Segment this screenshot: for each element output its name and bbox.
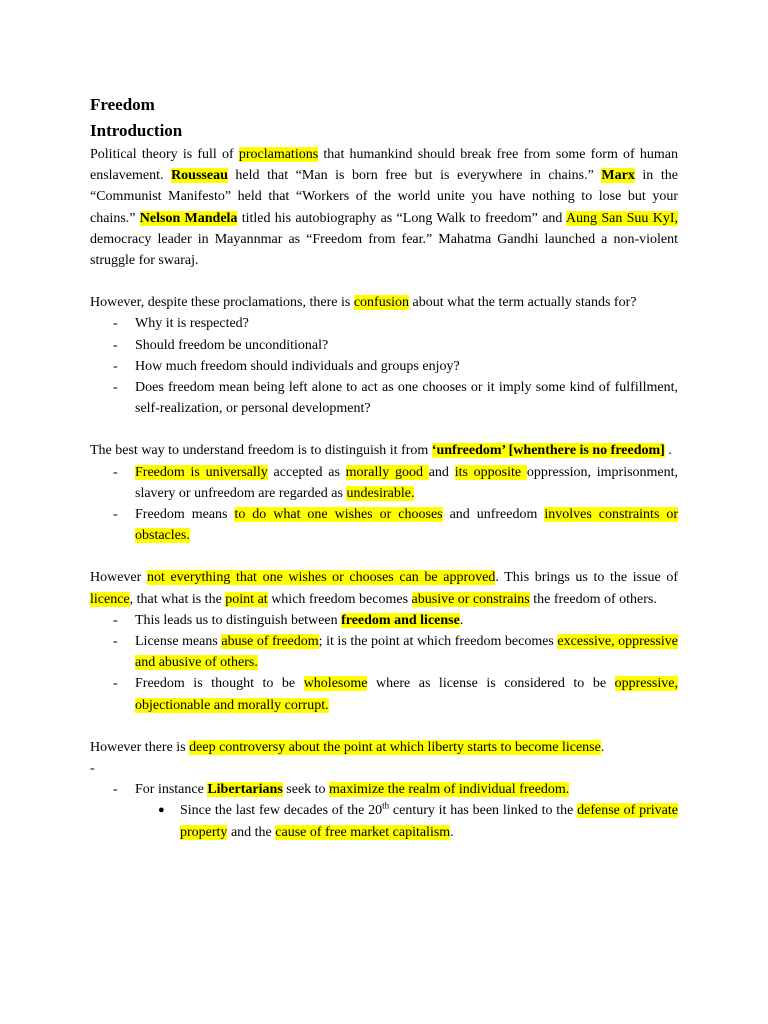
text-run: The best way to understand freedom is to distinguish it from [90, 443, 432, 459]
highlight-abuse-of-freedom: abuse of freedom [221, 634, 319, 650]
list-item: - Does freedom mean being left alone to act as one chooses or it imply some kind of fulfillment, self-realization, or personal development? [90, 377, 678, 419]
text-run: This leads us to distinguish between [135, 612, 342, 628]
highlight-private-property: defense of private property [180, 803, 678, 840]
libertarian-sublist [90, 800, 678, 842]
list-item [90, 779, 678, 800]
text-run: titled his autobiography as “Long Walk to freedom” and [237, 210, 566, 226]
highlight-morally-good: morally good [345, 464, 429, 480]
paragraph-unfreedom [90, 440, 678, 461]
text-run: that humankind should break free from some form of human enslavement. [90, 147, 678, 184]
paragraph-spacer [90, 716, 678, 737]
text-run: where as license is considered to be [367, 676, 615, 692]
text-run: , that what is the [129, 591, 226, 607]
highlight-oppressive: oppressive, objectionable and morally corrupt. [135, 676, 678, 713]
list-item: - Should freedom be unconditional? [90, 335, 678, 356]
highlight-licence: licence [90, 591, 130, 607]
highlight-free-market: cause of free market capitalism [275, 824, 451, 840]
text-run: the freedom of others. [529, 591, 657, 607]
highlight-libertarians: Libertarians [207, 782, 283, 798]
highlight-do-what-one-wishes: to do what one wishes or chooses [234, 507, 443, 523]
paragraph-confusion [90, 292, 678, 313]
text-run: . This brings us to the issue of [495, 570, 678, 586]
text-run: and [428, 464, 455, 480]
text-run: which freedom becomes [267, 591, 412, 607]
highlight-not-everything: not everything that one wishes or chooses can be approved [146, 570, 496, 586]
highlight-wholesome: wholesome [303, 676, 368, 692]
text-run: . [600, 739, 605, 755]
text-run: Freedom is thought to be [135, 676, 304, 692]
section-heading-introduction: Introduction [90, 121, 183, 140]
highlight-constraints: involves constraints or obstacles. [135, 507, 679, 544]
highlight-aung-san-suu-kyi: Aung San Suu KyI, [565, 210, 678, 226]
text-run: However, despite these proclamations, there is [90, 295, 354, 311]
list-item [90, 800, 678, 842]
highlight-point-at: point at [225, 591, 268, 607]
text-run: Political theory is full of [90, 147, 239, 162]
questions-list [90, 313, 678, 419]
libertarian-list [90, 779, 678, 800]
list-item: - How much freedom should individuals and groups enjoy? [90, 356, 678, 377]
highlight-marx: Marx [601, 168, 635, 184]
list-item [90, 462, 678, 504]
text-run: Freedom means [135, 507, 235, 523]
highlight-deep-controversy: deep controversy about the point at which liberty starts to become license [189, 739, 601, 755]
highlight-rousseau: Rousseau [171, 168, 228, 184]
paragraph-proclamations [90, 144, 678, 271]
text-run: However there is [90, 739, 190, 755]
text-run: However [90, 570, 147, 586]
highlight-proclamations: proclamations [238, 147, 319, 162]
highlight-maximize-freedom: maximize the realm of individual freedom. [329, 782, 570, 798]
text-run: For instance [135, 782, 208, 798]
highlight-excessive: excessive, oppressive and abusive of others. [135, 634, 678, 671]
paragraph-licence [90, 567, 678, 609]
text-run: Since the last few decades of the 20 [180, 803, 383, 819]
unfreedom-list [90, 462, 678, 547]
highlight-unfreedom: ‘unfreedom’ [whenthere is no freedom] [431, 443, 665, 459]
text-run: about what the term actually stands for? [409, 295, 637, 311]
list-item [90, 504, 678, 546]
highlight-undesirable: undesirable. [346, 485, 415, 501]
text-run: democracy leader in Mayannmar as “Freedom from fear.” Mahatma Gandhi launched a non-violent struggle for swaraj. [90, 231, 678, 269]
list-item [90, 673, 678, 715]
stray-dash: - [90, 761, 95, 777]
text-run: . [664, 443, 672, 459]
highlight-abusive: abusive or constrains [411, 591, 530, 607]
license-list [90, 610, 678, 716]
text-run: held that “Man is born free but is everywhere in chains.” [227, 168, 602, 184]
text-run: accepted as [267, 464, 346, 480]
paragraph-spacer [90, 546, 678, 567]
highlight-freedom-universally: Freedom is universally [135, 464, 268, 480]
text-run: oppression, imprisonment, slavery or unfreedom are regarded as [135, 464, 679, 501]
text-run: and the [227, 824, 276, 840]
list-item [90, 631, 678, 673]
text-run: and unfreedom [442, 507, 545, 523]
text-run: . [459, 612, 464, 628]
paragraph-spacer [90, 419, 678, 440]
paragraph-spacer [90, 271, 678, 292]
superscript: th [382, 800, 390, 811]
text-run: . [450, 824, 454, 840]
paragraph-controversy [90, 737, 678, 758]
highlight-freedom-and-license: freedom and license [341, 612, 460, 628]
text-run: seek to [282, 782, 330, 798]
text-run: in the “Communist Manifesto” held that “Workers of the world unite you have nothing to lose but your chains.” [90, 168, 678, 226]
list-item [90, 610, 678, 631]
list-item: - Why it is respected? [90, 313, 678, 334]
text-run: ; it is the point at which freedom becomes [318, 634, 558, 650]
text-run: century it has been linked to the [389, 803, 578, 819]
text-run: License means [135, 634, 222, 650]
highlight-nelson-mandela: Nelson Mandela [139, 210, 238, 226]
document-title: Freedom [90, 95, 155, 114]
highlight-confusion: confusion [353, 295, 410, 311]
highlight-its-opposite: its opposite [454, 464, 527, 480]
